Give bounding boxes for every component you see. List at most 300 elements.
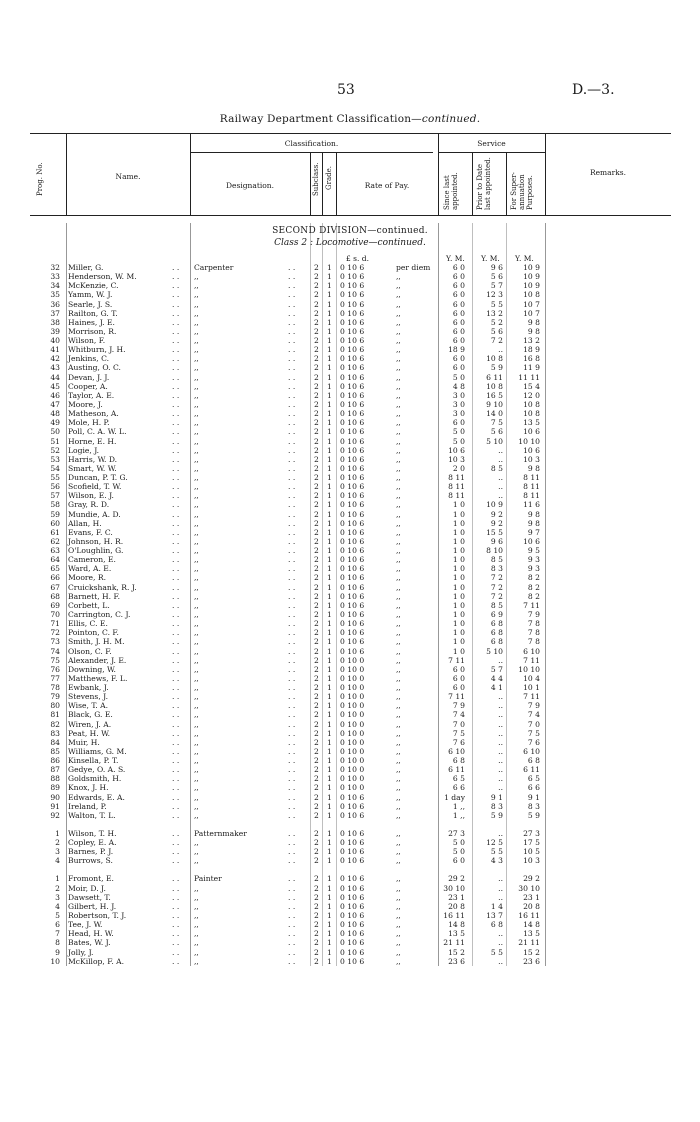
designation-dots: . . (288, 326, 296, 336)
name: Bates, W. J. (68, 938, 111, 948)
designation-dots: . . (288, 874, 296, 884)
prior-to-date: 5 2 (490, 317, 503, 327)
pay-unit: ,, (396, 390, 401, 400)
prog-no: 68 (50, 591, 60, 601)
pay-unit: ,, (396, 436, 401, 446)
prog-no: 55 (50, 473, 60, 482)
prog-no: 66 (50, 573, 60, 583)
header-top-rule (30, 133, 671, 134)
prog-no: 44 (50, 372, 60, 382)
designation-dots: . . (288, 920, 296, 930)
rate-of-pay: 0 10 6 (340, 883, 365, 893)
rate-of-pay: 0 10 6 (340, 628, 365, 638)
since-last-appointed: 6 0 (452, 354, 465, 364)
prog-no: 38 (50, 317, 60, 327)
table-row (0, 856, 700, 865)
superannuation: 13 5 (523, 929, 540, 939)
rate-of-pay: 0 10 6 (340, 619, 365, 629)
subclass: 2 (314, 372, 319, 382)
prior-to-date: 7 2 (490, 591, 503, 601)
prior-to-date: .. (498, 774, 503, 784)
superannuation: 17 5 (523, 838, 540, 848)
superannuation: 10 8 (523, 399, 540, 409)
table-row (0, 610, 700, 619)
designation-ditto: ,, (194, 883, 199, 893)
name: Dawsett, T. (68, 892, 111, 902)
designation-dots: . . (288, 345, 296, 355)
grade: 1 (327, 892, 332, 902)
pay-unit: ,, (396, 372, 401, 382)
name: Ward, A. E. (68, 564, 112, 574)
name-dots: . . (172, 683, 180, 692)
grade: 1 (327, 418, 332, 428)
designation-dots: . . (288, 737, 296, 747)
subclass: 2 (314, 920, 319, 930)
name: Duncan, P. T. G. (68, 473, 128, 482)
since-last-appointed: 6 0 (452, 272, 465, 282)
prior-to-date: 7 5 (490, 418, 503, 428)
designation-dots: . . (288, 445, 296, 455)
subclass: 2 (314, 929, 319, 939)
rate-of-pay: 0 10 6 (340, 582, 365, 592)
rate-of-pay: 0 10 6 (340, 272, 365, 282)
grade: 1 (327, 454, 332, 464)
grade: 1 (327, 847, 332, 857)
grade: 1 (327, 290, 332, 300)
table-row (0, 628, 700, 637)
since-last-appointed: 6 0 (452, 683, 465, 692)
column-separator (190, 223, 191, 966)
since-last-appointed: 7 11 (448, 692, 465, 702)
designation-ditto: ,, (194, 317, 199, 327)
subclass: 2 (314, 655, 319, 665)
prog-no: 39 (50, 326, 60, 336)
grade: 1 (327, 774, 332, 784)
pay-unit: ,, (396, 792, 401, 802)
header-superannuation: For Super-annuation Purposes. (510, 172, 534, 210)
rate-of-pay: 0 10 6 (340, 381, 365, 391)
rate-of-pay: 0 10 6 (340, 929, 365, 939)
page-title (0, 113, 700, 125)
designation-dots: . . (288, 600, 296, 610)
designation-ditto: ,, (194, 746, 199, 756)
superannuation: 11 11 (518, 372, 540, 382)
column-separator (310, 223, 311, 966)
prog-no: 4 (55, 901, 60, 911)
prog-no: 32 (50, 263, 60, 272)
prog-no: 42 (50, 354, 60, 364)
subclass: 2 (314, 628, 319, 638)
since-last-appointed: 6 0 (452, 281, 465, 291)
since-last-appointed: 5 0 (452, 427, 465, 437)
rate-of-pay: 0 10 6 (340, 600, 365, 610)
pay-unit: ,, (396, 929, 401, 939)
since-last-appointed: 1 0 (452, 619, 465, 629)
designation-dots: . . (288, 582, 296, 592)
name: Allan, H. (68, 518, 102, 528)
subclass: 2 (314, 354, 319, 364)
grade: 1 (327, 491, 332, 501)
name: Smart, W. W. (68, 463, 117, 473)
rate-of-pay: 0 10 0 (340, 710, 365, 720)
pay-unit: ,, (396, 281, 401, 291)
pay-unit: ,, (396, 746, 401, 756)
superannuation: 8 3 (527, 801, 540, 811)
designation-dots: . . (288, 609, 296, 619)
rate-of-pay: 0 10 6 (340, 409, 365, 419)
prior-to-date: .. (498, 454, 503, 464)
grade: 1 (327, 692, 332, 702)
superannuation: 10 1 (523, 683, 540, 692)
name-dots: . . (172, 847, 180, 857)
subclass: 2 (314, 883, 319, 893)
prior-to-date: 12 5 (486, 838, 503, 848)
name: Williams, G. M. (68, 746, 127, 756)
designation-ditto: ,, (194, 728, 199, 738)
since-last-appointed: 7 0 (452, 719, 465, 729)
since-last-appointed: 4 8 (452, 381, 465, 391)
since-last-appointed: 1 0 (452, 600, 465, 610)
grade: 1 (327, 637, 332, 647)
name: Austing, O. C. (68, 363, 121, 373)
name: Miller, G. (68, 263, 104, 272)
since-last-appointed: 5 0 (452, 847, 465, 857)
table-row (0, 336, 700, 345)
grade: 1 (327, 938, 332, 948)
prog-no: 76 (50, 664, 60, 674)
prior-to-date: 13 7 (486, 911, 503, 920)
pay-unit: ,, (396, 336, 401, 345)
subclass: 2 (314, 774, 319, 784)
name-dots: . . (172, 445, 180, 455)
name: Peat, H. W. (68, 728, 111, 738)
table-row (0, 720, 700, 729)
prog-no: 61 (50, 527, 60, 537)
pay-unit: ,, (396, 573, 401, 583)
name: Jenkins, C. (68, 354, 110, 364)
since-last-appointed: 6 0 (452, 673, 465, 683)
prior-to-date: 7 2 (490, 573, 503, 583)
subclass: 2 (314, 847, 319, 857)
designation-ditto: ,, (194, 929, 199, 939)
name-dots: . . (172, 673, 180, 683)
grade: 1 (327, 956, 332, 966)
grade: 1 (327, 518, 332, 528)
table-row (0, 391, 700, 400)
pay-unit: ,, (396, 427, 401, 437)
prior-to-date: 14 0 (486, 409, 503, 419)
subclass: 2 (314, 473, 319, 482)
name-dots: . . (172, 591, 180, 601)
rate-of-pay: 0 10 6 (340, 591, 365, 601)
prior-to-date: 4 4 (490, 673, 503, 683)
subclass: 2 (314, 491, 319, 501)
prior-to-date: .. (498, 692, 503, 702)
subclass: 2 (314, 938, 319, 948)
designation-ditto: ,, (194, 664, 199, 674)
name: Jolly, J. (68, 947, 94, 957)
name-dots: . . (172, 619, 180, 629)
name-dots: . . (172, 546, 180, 555)
rate-of-pay: 0 10 6 (340, 326, 365, 336)
since-last-appointed: 1 0 (452, 500, 465, 510)
designation-ditto: ,, (194, 646, 199, 656)
pay-unit: ,, (396, 637, 401, 647)
prior-to-date: 16 5 (486, 390, 503, 400)
superannuation: 10 7 (523, 299, 540, 309)
rate-of-pay: 0 10 6 (340, 527, 365, 537)
superannuation: 23 1 (523, 892, 540, 902)
pay-unit: ,, (396, 609, 401, 619)
table-row (0, 647, 700, 656)
rate-of-pay: 0 10 0 (340, 746, 365, 756)
pay-unit: ,, (396, 564, 401, 574)
designation-dots: . . (288, 619, 296, 629)
since-last-appointed: 30 10 (443, 883, 465, 893)
prog-no: 46 (50, 390, 60, 400)
superannuation: 15 2 (523, 947, 540, 957)
since-last-appointed: 6 0 (452, 363, 465, 373)
header-bottom-rule (30, 215, 671, 216)
table-row (0, 756, 700, 765)
since-last-appointed: 6 0 (452, 290, 465, 300)
table-row (0, 473, 700, 482)
name: Moir, D. J. (68, 883, 106, 893)
superannuation: 29 2 (523, 874, 540, 884)
pay-unit: ,, (396, 591, 401, 601)
grade: 1 (327, 901, 332, 911)
table-row (0, 838, 700, 847)
prior-to-date: .. (498, 883, 503, 893)
pay-unit: ,, (396, 756, 401, 765)
rate-of-pay: 0 10 6 (340, 281, 365, 291)
name-dots: . . (172, 901, 180, 911)
pay-unit: ,, (396, 546, 401, 555)
page-number: 53 (337, 82, 355, 98)
designation-ditto: ,, (194, 418, 199, 428)
name: Fromont, E. (68, 874, 114, 884)
grade: 1 (327, 756, 332, 765)
header-since-last: Since last appointed. (443, 172, 459, 210)
superannuation: 13 2 (523, 336, 540, 345)
since-last-appointed: 1 0 (452, 609, 465, 619)
name-dots: . . (172, 728, 180, 738)
table-row (0, 957, 700, 966)
pay-unit: ,, (396, 737, 401, 747)
table-row (0, 272, 700, 281)
grade: 1 (327, 746, 332, 756)
subclass: 2 (314, 746, 319, 756)
since-last-appointed: 7 4 (452, 710, 465, 720)
name: Olson, C. F. (68, 646, 112, 656)
name-dots: . . (172, 892, 180, 902)
pay-unit: ,, (396, 892, 401, 902)
name: Searle, J. S. (68, 299, 113, 309)
name-dots: . . (172, 655, 180, 665)
designation-dots: . . (288, 692, 296, 702)
name-dots: . . (172, 956, 180, 966)
prog-no: 84 (50, 737, 60, 747)
subclass: 2 (314, 728, 319, 738)
name-dots: . . (172, 509, 180, 519)
grade: 1 (327, 445, 332, 455)
since-last-appointed: 7 11 (448, 655, 465, 665)
pay-unit: ,, (396, 482, 401, 492)
name-dots: . . (172, 737, 180, 747)
rate-of-pay: 0 10 6 (340, 509, 365, 519)
pay-unit: ,, (396, 801, 401, 811)
superannuation: 7 8 (527, 619, 540, 629)
designation: Painter (194, 874, 222, 884)
name-dots: . . (172, 792, 180, 802)
grade: 1 (327, 381, 332, 391)
prog-no: 10 (50, 956, 60, 966)
designation-dots: . . (288, 564, 296, 574)
table-row (0, 893, 700, 902)
table-row (0, 281, 700, 290)
since-last-appointed: 1 0 (452, 564, 465, 574)
designation-ditto: ,, (194, 947, 199, 957)
pay-unit: ,, (396, 555, 401, 565)
grade: 1 (327, 326, 332, 336)
name-dots: . . (172, 856, 180, 866)
grade: 1 (327, 783, 332, 793)
since-last-appointed: 7 9 (452, 701, 465, 711)
prior-to-date: .. (498, 719, 503, 729)
table-row (0, 911, 700, 920)
pay-unit: ,, (396, 582, 401, 592)
name: Wise, T. A. (68, 701, 108, 711)
pay-unit: ,, (396, 463, 401, 473)
superannuation: 7 11 (523, 692, 540, 702)
grade: 1 (327, 591, 332, 601)
name-dots: . . (172, 783, 180, 793)
prior-to-date: .. (498, 482, 503, 492)
name: Stevens, J. (68, 692, 109, 702)
since-last-appointed: 6 0 (452, 317, 465, 327)
rate-of-pay: 0 10 6 (340, 911, 365, 920)
prior-to-date: .. (498, 345, 503, 355)
designation-dots: . . (288, 427, 296, 437)
prog-no: 71 (50, 619, 60, 629)
designation-ditto: ,, (194, 399, 199, 409)
grade: 1 (327, 354, 332, 364)
name: Horne, E. H. (68, 436, 117, 446)
pay-unit: ,, (396, 956, 401, 966)
table-row (0, 345, 700, 354)
prog-no: 75 (50, 655, 60, 665)
designation-dots: . . (288, 509, 296, 519)
prog-no: 50 (50, 427, 60, 437)
name-dots: . . (172, 801, 180, 811)
pay-unit: ,, (396, 810, 401, 820)
grade: 1 (327, 619, 332, 629)
name-dots: . . (172, 756, 180, 765)
classification-rule (190, 152, 433, 153)
pay-unit: ,, (396, 883, 401, 893)
designation-dots: . . (288, 308, 296, 318)
table-row (0, 446, 700, 455)
superannuation: 9 3 (527, 555, 540, 565)
header-sep-4 (322, 152, 323, 215)
superannuation: 10 8 (523, 409, 540, 419)
table-row (0, 619, 700, 628)
pay-unit: ,, (396, 664, 401, 674)
rate-of-pay: 0 10 6 (340, 609, 365, 619)
since-last-appointed: 6 0 (452, 263, 465, 272)
designation-dots: . . (288, 710, 296, 720)
name-dots: . . (172, 719, 180, 729)
pay-unit: ,, (396, 655, 401, 665)
service-units-1: Y. M. (446, 254, 465, 263)
name: Smith, J. H. M. (68, 637, 125, 647)
superannuation: 20 8 (523, 901, 540, 911)
subclass: 2 (314, 454, 319, 464)
table-row (0, 902, 700, 911)
prog-no: 74 (50, 646, 60, 656)
subclass: 2 (314, 363, 319, 373)
since-last-appointed: 8 11 (448, 491, 465, 501)
name: Johnson, H. R. (68, 536, 124, 546)
grade: 1 (327, 263, 332, 272)
grade: 1 (327, 856, 332, 866)
prog-no: 52 (50, 445, 60, 455)
prog-no: 34 (50, 281, 60, 291)
designation-dots: . . (288, 628, 296, 638)
pay-unit: ,, (396, 326, 401, 336)
table-row (0, 318, 700, 327)
subclass: 2 (314, 536, 319, 546)
superannuation: 9 1 (527, 792, 540, 802)
prior-to-date: 6 8 (490, 637, 503, 647)
grade: 1 (327, 883, 332, 893)
name-dots: . . (172, 710, 180, 720)
name: Evans, F. C. (68, 527, 113, 537)
prior-to-date: 6 11 (486, 372, 503, 382)
prog-no: 40 (50, 336, 60, 345)
rate-of-pay: 0 10 0 (340, 774, 365, 784)
superannuation: 8 2 (527, 573, 540, 583)
grade: 1 (327, 509, 332, 519)
pay-unit: ,, (396, 874, 401, 884)
superannuation: 7 9 (527, 701, 540, 711)
name: Goldsmith, H. (68, 774, 122, 784)
prog-no: 89 (50, 783, 60, 793)
subclass: 2 (314, 445, 319, 455)
subclass: 2 (314, 409, 319, 419)
prior-to-date: .. (498, 756, 503, 765)
prog-no: 1 (55, 828, 60, 838)
table-row (0, 427, 700, 436)
subclass: 2 (314, 336, 319, 345)
name: Mole, H. P. (68, 418, 110, 428)
designation-dots: . . (288, 299, 296, 309)
rate-of-pay: 0 10 0 (340, 664, 365, 674)
designation-ditto: ,, (194, 290, 199, 300)
table-row (0, 929, 700, 938)
grade: 1 (327, 600, 332, 610)
designation-ditto: ,, (194, 336, 199, 345)
prog-no: 57 (50, 491, 60, 501)
name-dots: . . (172, 774, 180, 784)
name-dots: . . (172, 336, 180, 345)
superannuation: 6 10 (523, 746, 540, 756)
since-last-appointed: 5 0 (452, 436, 465, 446)
designation-dots: . . (288, 573, 296, 583)
superannuation: 16 8 (523, 354, 540, 364)
designation-ditto: ,, (194, 920, 199, 930)
designation-ditto: ,, (194, 901, 199, 911)
